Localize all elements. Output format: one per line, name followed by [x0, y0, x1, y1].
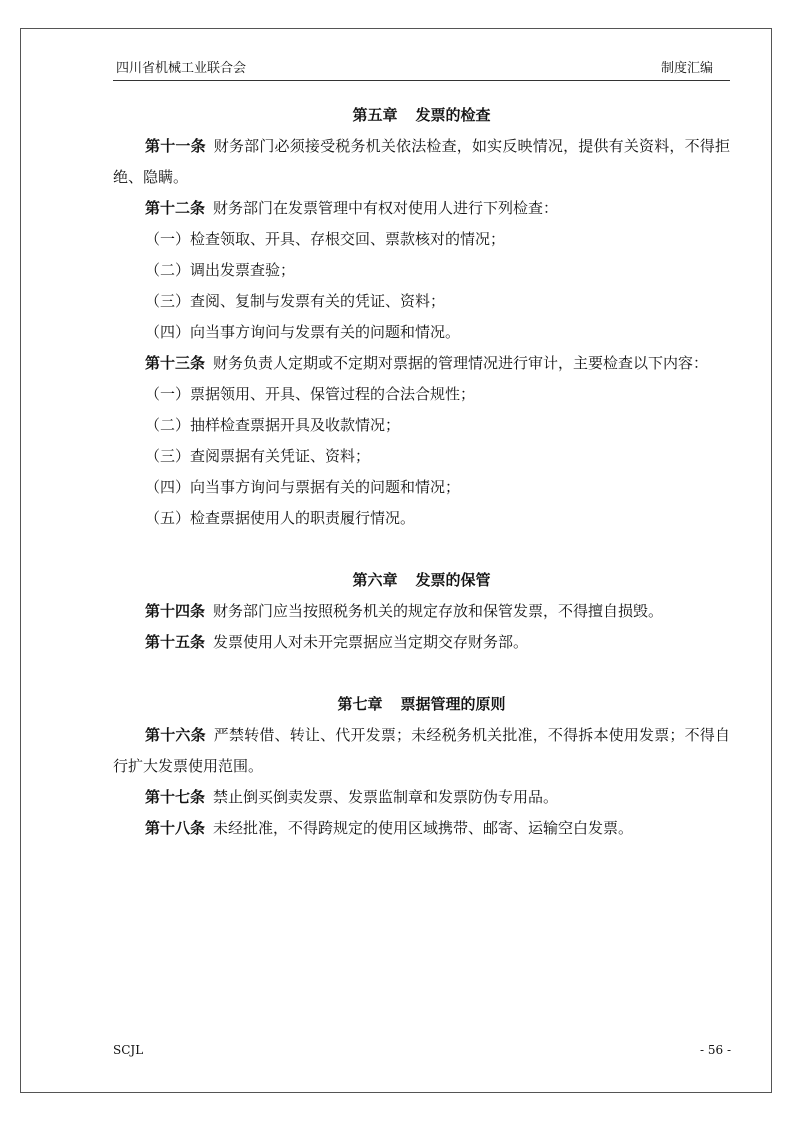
- article-paragraph: [113, 720, 730, 782]
- article-text: 禁止倒买倒卖发票、发票监制章和发票防伪专用品。: [213, 788, 559, 806]
- section-spacer: [113, 658, 730, 689]
- list-item: （三）查阅票据有关凭证、资料；: [145, 447, 371, 465]
- chapter-number: 第五章: [352, 106, 398, 124]
- article-paragraph: [113, 193, 730, 224]
- article-paragraph: [113, 782, 730, 813]
- article-number: 第十八条: [145, 819, 206, 837]
- document-body: [113, 100, 730, 844]
- article-number: 第十四条: [145, 602, 206, 620]
- header-divider: [113, 80, 730, 81]
- list-item: （二）抽样检查票据开具及收款情况；: [145, 416, 401, 434]
- article-number: 第十二条: [145, 199, 206, 217]
- chapter-heading: 发票的保管: [415, 571, 491, 589]
- article-paragraph: [113, 348, 730, 379]
- article-number: 第十五条: [145, 633, 206, 651]
- chapter-number: 第七章: [337, 695, 383, 713]
- article-text: 财务部门必须接受税务机关依法检查，如实反映情况，提供有关资料，不得拒绝、隐瞒。: [113, 137, 730, 186]
- chapter-title: [113, 565, 730, 596]
- header-collection: 制度汇编: [660, 61, 713, 76]
- chapter-title: [113, 100, 730, 131]
- article-paragraph: [113, 131, 730, 193]
- article-text: 财务部门应当按照税务机关的规定存放和保管发票，不得擅自损毁。: [213, 602, 664, 620]
- article-number: 第十三条: [145, 354, 206, 372]
- list-item: （四）向当事方询问与发票有关的问题和情况。: [145, 323, 461, 341]
- list-item: （一）检查领取、开具、存根交回、票款核对的情况；: [145, 230, 506, 248]
- article-paragraph: [113, 596, 730, 627]
- list-item: （五）检查票据使用人的职责履行情况。: [145, 509, 416, 527]
- article-paragraph: [113, 627, 730, 658]
- page-number: - 56 -: [699, 1043, 731, 1057]
- header-organization: 四川省机械工业联合会: [116, 61, 247, 76]
- article-text: 严禁转借、转让、代开发票；未经税务机关批准，不得拆本使用发票；不得自行扩大发票使用范围。: [113, 726, 730, 775]
- chapter-number: 第六章: [352, 571, 398, 589]
- article-text: 发票使用人对未开完票据应当定期交存财务部。: [213, 633, 529, 651]
- footer-code: SCJL: [113, 1043, 144, 1057]
- chapter-title: [113, 689, 730, 720]
- article-text: 财务部门在发票管理中有权对使用人进行下列检查：: [213, 199, 559, 217]
- list-item: （一）票据领用、开具、保管过程的合法合规性；: [145, 385, 476, 403]
- article-paragraph: [113, 813, 730, 844]
- chapter-heading: 票据管理的原则: [400, 695, 506, 713]
- article-number: 第十六条: [145, 726, 206, 744]
- list-item: （三）查阅、复制与发票有关的凭证、资料；: [145, 292, 446, 310]
- list-item: （四）向当事方询问与票据有关的问题和情况；: [145, 478, 461, 496]
- list-item: （二）调出发票查验；: [145, 261, 296, 279]
- article-text: 财务负责人定期或不定期对票据的管理情况进行审计，主要检查以下内容：: [213, 354, 709, 372]
- section-spacer: [113, 534, 730, 565]
- article-number: 第十一条: [145, 137, 206, 155]
- article-number: 第十七条: [145, 788, 206, 806]
- article-text: 未经批准，不得跨规定的使用区域携带、邮寄、运输空白发票。: [213, 819, 634, 837]
- chapter-heading: 发票的检查: [415, 106, 491, 124]
